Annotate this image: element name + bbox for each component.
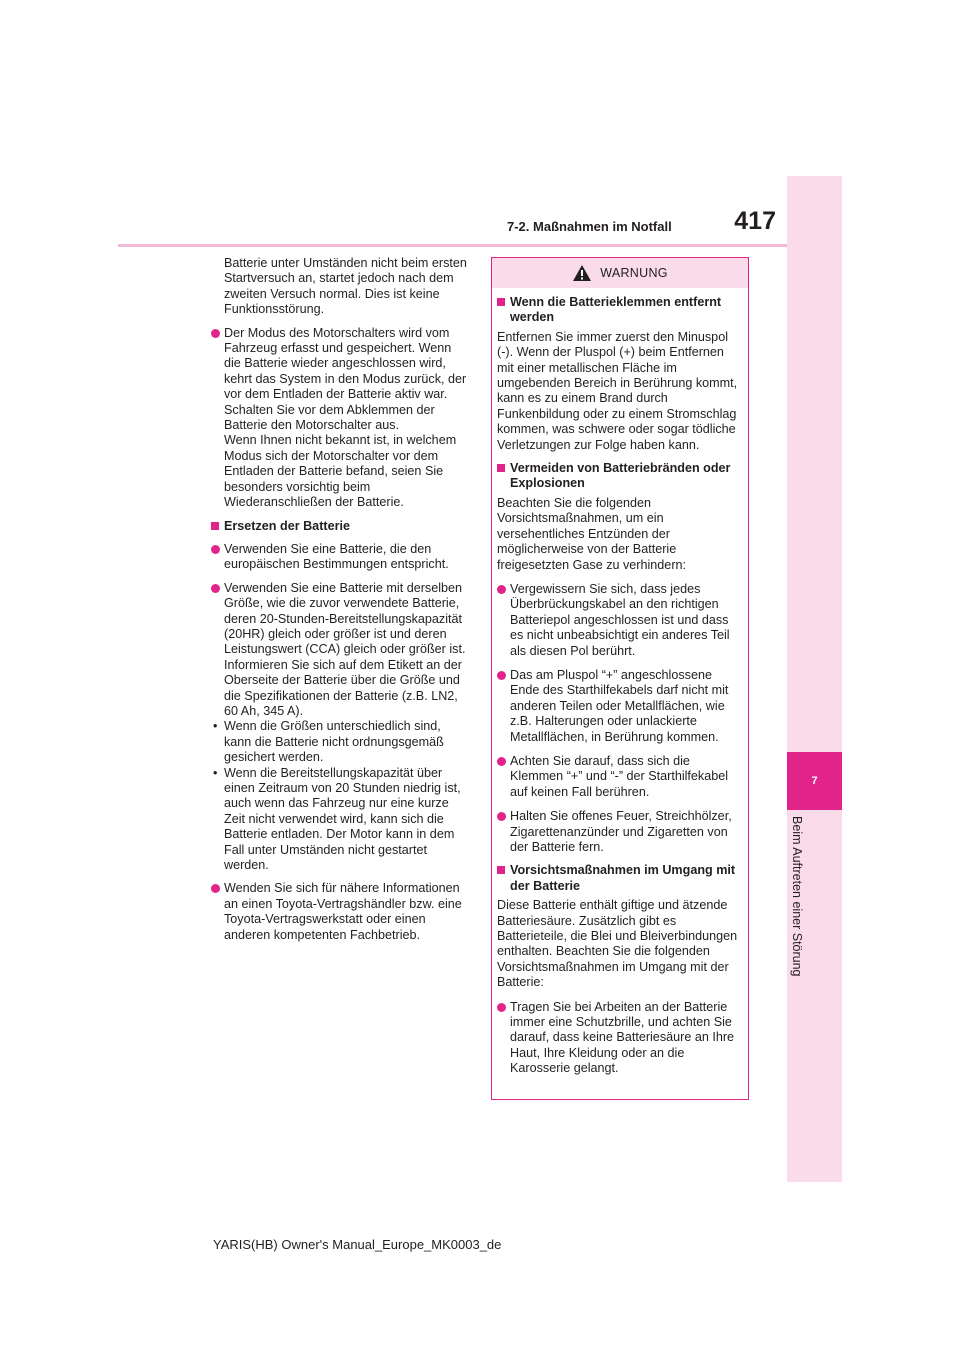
page-number: 417	[734, 207, 776, 235]
item-text: Verwenden Sie eine Batterie, die den europäischen Bestimmungen entspricht.	[224, 541, 449, 572]
warning-list-item	[497, 668, 742, 745]
warning-section-heading	[497, 295, 742, 326]
list-item	[211, 326, 467, 511]
sub-item-text: Wenn die Größen unterschiedlich sind, kann die Batterie nicht ordnungsgemäß gesichert werden.	[224, 719, 444, 765]
square-bullet-icon	[211, 522, 219, 530]
warning-section-heading	[497, 863, 742, 894]
sub-list-item	[211, 719, 467, 765]
sub-list-item	[211, 766, 467, 874]
square-bullet-icon	[497, 298, 505, 306]
warning-paragraph: Entfernen Sie immer zuerst den Minuspol (-). Wenn der Pluspol (+) beim Entfernen mit einer metallischen Fläche im umgebenden Bereich in Berührung kommt, kann es zu einem Brand durch Funkenbildung oder zu einem Stromschlag kommen, was schwere oder sogar tödliche Verletzungen zur Folge haben kann.	[497, 329, 738, 452]
list-item	[211, 881, 467, 943]
list-item	[211, 581, 467, 720]
left-column	[211, 256, 467, 943]
sub-item-text: Wenn die Bereitstellungskapazität über einen Zeitraum von 20 Stunden niedrig ist, auch wenn das Fahrzeug nur eine kurze Zeit nicht verwendet wird, kann sich die Batterie entladen. Der Motor kann in dem Fall unter Umständen nicht gestartet werden.	[224, 765, 461, 873]
warning-triangle-icon	[572, 264, 592, 282]
bullet-icon	[211, 545, 220, 554]
intro-paragraph	[211, 256, 467, 318]
warning-list-item	[497, 1000, 742, 1077]
chapter-title: Beim Auftreten einer Störung	[790, 816, 804, 977]
item-text: Halten Sie offenes Feuer, Streichhölzer, Zigarettenanzünder und Zigaretten von der Batterie fern.	[510, 809, 732, 854]
item-text: Das am Pluspol “+” angeschlossene Ende des Starthilfekabels darf nicht mit anderen Teilen oder Metallflächen, wie z.B. Halterungen oder unlackierte Metallflächen, in Berührung kommen.	[510, 667, 729, 744]
bullet-icon	[211, 329, 220, 338]
footer-manual-id: YARIS(HB) Owner's Manual_Europe_MK0003_de	[213, 1237, 502, 1252]
warning-header	[492, 258, 748, 288]
heading-text: Ersetzen der Batterie	[224, 518, 350, 533]
heading-text: Vorsichtsmaßnahmen im Umgang mit der Batterie	[510, 863, 736, 893]
warning-paragraph: Diese Batterie enthält giftige und ätzende Batteriesäure. Zusätzlich gibt es Batterieteile, die Blei und Bleiverbindungen enthalten. Beachten Sie die folgenden Vorsichtsmaßnahmen im Umgang mit der Batterie:	[497, 898, 738, 990]
item-text: Tragen Sie bei Arbeiten an der Batterie immer eine Schutzbrille, und achten Sie darauf, dass keine Batteriesäure an Ihre Haut, Ihre Kleidung oder an die Karosserie gelangt.	[510, 999, 735, 1076]
section-heading-replace	[211, 519, 467, 534]
warning-body	[492, 288, 748, 1077]
dot-bullet-icon: •	[213, 765, 218, 780]
header-divider	[118, 244, 788, 247]
bullet-icon	[497, 1003, 506, 1012]
bullet-icon	[211, 884, 220, 893]
item-text: Vergewissern Sie sich, dass jedes Überbrückungskabel an den richtigen Batteriepol angeschlossen ist und dass es nicht unbeabsichtigt ein anderes Teil als diesen Pol berührt.	[510, 581, 730, 658]
warning-list-item	[497, 582, 742, 659]
warning-list-item	[497, 809, 742, 855]
warning-section-heading	[497, 461, 742, 492]
heading-text: Vermeiden von Batteriebränden oder Explosionen	[510, 461, 731, 491]
square-bullet-icon	[497, 464, 505, 472]
intro-text: Batterie unter Umständen nicht beim ersten Startversuch an, startet jedoch nach dem zweiten Versuch normal. Dies ist keine Funktionsstörung.	[224, 256, 467, 317]
warning-paragraph: Beachten Sie die folgenden Vorsichtsmaßnahmen, um ein versehentliches Entzünden der möglicherweise von der Batterie freigesetzten Gase zu verhindern:	[497, 495, 687, 572]
section-title: 7-2. Maßnahmen im Notfall	[507, 219, 672, 234]
bullet-icon	[497, 585, 506, 594]
bullet-icon	[211, 584, 220, 593]
warning-box	[491, 257, 749, 1100]
item-text: Verwenden Sie eine Batterie mit derselben Größe, wie die zuvor verwendete Batterie, deren 20-Stunden-Bereitstellungskapazität (20HR) gleich oder größer ist und deren Leistungswert (CCA) gleich oder größer ist. Informieren Sie sich auf dem Etikett an der Oberseite der Batterie über die Größe und die Spezifikationen der Batterie (z.B. LN2, 60 Ah, 345 A).	[224, 580, 466, 718]
warning-title: WARNUNG	[600, 266, 668, 280]
warning-list-item	[497, 754, 742, 800]
bullet-icon	[497, 757, 506, 766]
bullet-icon	[497, 812, 506, 821]
list-item	[211, 542, 467, 573]
square-bullet-icon	[497, 866, 505, 874]
chapter-number: 7	[811, 775, 818, 787]
item-text-continued: Wenn Ihnen nicht bekannt ist, in welchem Modus sich der Motorschalter vor dem Entladen der Batterie befand, seien Sie besonders vorsichtig beim Wiederanschließen der Batterie.	[224, 433, 457, 510]
dot-bullet-icon: •	[213, 719, 218, 734]
item-text: Der Modus des Motorschalters wird vom Fahrzeug erfasst und gespeichert. Wenn die Batterie wieder angeschlossen wird, kehrt das System in den Modus zurück, der vor dem Entladen der Batterie aktiv war. Schalten Sie vor dem Abklemmen der Batterie den Motorschalter aus.	[224, 325, 467, 433]
item-text: Achten Sie darauf, dass sich die Klemmen “+” und “-” der Starthilfekabel auf keinen Fall berühren.	[510, 753, 729, 799]
bullet-icon	[497, 671, 506, 680]
item-text: Wenden Sie sich für nähere Informationen an einen Toyota-Vertragshändler bzw. eine Toyota-Vertragswerkstatt oder einen anderen kompetenten Fachbetrieb.	[224, 881, 462, 942]
heading-text: Wenn die Batterieklemmen entfernt werden	[510, 295, 722, 325]
chapter-side-tab	[787, 176, 842, 1182]
